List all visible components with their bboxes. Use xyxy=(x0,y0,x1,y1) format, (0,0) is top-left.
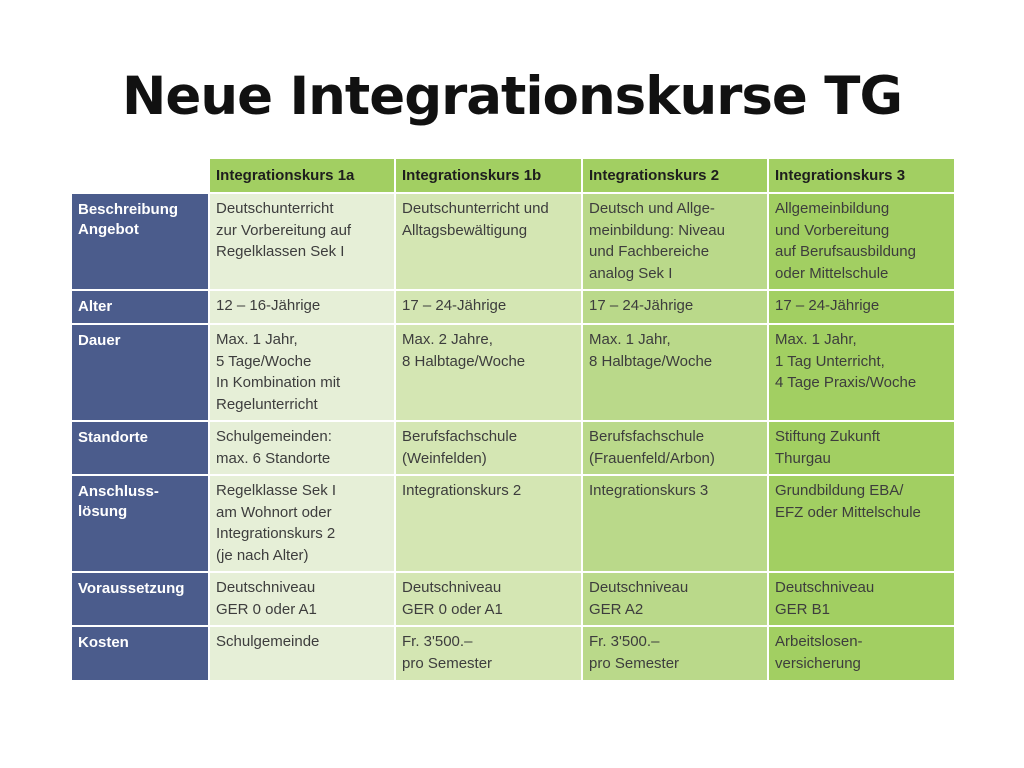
table-cell: 17 – 24-Jährige xyxy=(768,290,955,324)
row-header-dauer: Dauer xyxy=(71,324,209,421)
table-cell: Max. 1 Jahr, 5 Tage/Woche In Kombination mit Regelunterricht xyxy=(209,324,395,421)
table-cell: 17 – 24-Jährige xyxy=(582,290,768,324)
table-cell: Schulgemeinden: max. 6 Standorte xyxy=(209,421,395,475)
table-cell: Deutschniveau GER 0 oder A1 xyxy=(209,572,395,626)
table-cell: 17 – 24-Jährige xyxy=(395,290,582,324)
table-cell: Integrationskurs 3 xyxy=(582,475,768,572)
table-cell: Integrationskurs 2 xyxy=(395,475,582,572)
table-cell: Berufsfachschule (Weinfelden) xyxy=(395,421,582,475)
slide-title: Neue Integrationskurse TG xyxy=(122,66,902,127)
table-cell: Deutschniveau GER B1 xyxy=(768,572,955,626)
table-cell: Grundbildung EBA/ EFZ oder Mittelschule xyxy=(768,475,955,572)
table-cell: Allgemeinbildung und Vorbereitung auf Berufsausbildung oder Mittelschule xyxy=(768,193,955,290)
table-cell: Fr. 3'500.– pro Semester xyxy=(582,626,768,681)
table-cell: Schulgemeinde xyxy=(209,626,395,681)
row-header-anschlussloesung: Anschluss- lösung xyxy=(71,475,209,572)
table-cell: Regelklasse Sek I am Wohnort oder Integrationskurs 2 (je nach Alter) xyxy=(209,475,395,572)
table-cell: Max. 2 Jahre, 8 Halbtage/Woche xyxy=(395,324,582,421)
corner-cell xyxy=(71,158,209,193)
column-header-2: Integrationskurs 2 xyxy=(582,158,768,193)
table-cell: Berufsfachschule (Frauenfeld/Arbon) xyxy=(582,421,768,475)
header-row xyxy=(71,158,955,193)
row-header-voraussetzung: Voraussetzung xyxy=(71,572,209,626)
row-header-beschreibung: Beschreibung Angebot xyxy=(71,193,209,290)
table-cell: Arbeitslosen- versicherung xyxy=(768,626,955,681)
table-row-beschreibung xyxy=(71,193,955,290)
column-header-1a: Integrationskurs 1a xyxy=(209,158,395,193)
table-cell: Stiftung Zukunft Thurgau xyxy=(768,421,955,475)
table-cell: Max. 1 Jahr, 8 Halbtage/Woche xyxy=(582,324,768,421)
row-header-alter: Alter xyxy=(71,290,209,324)
column-header-1b: Integrationskurs 1b xyxy=(395,158,582,193)
table-row-standorte xyxy=(71,421,955,475)
table-cell: Deutschniveau GER A2 xyxy=(582,572,768,626)
table-row-alter xyxy=(71,290,955,324)
column-header-3: Integrationskurs 3 xyxy=(768,158,955,193)
course-comparison-table xyxy=(70,157,956,682)
row-header-standorte: Standorte xyxy=(71,421,209,475)
table-row-dauer xyxy=(71,324,955,421)
table-cell: Deutsch und Allge- meinbildung: Niveau und Fachbereiche analog Sek I xyxy=(582,193,768,290)
table-row-kosten xyxy=(71,626,955,681)
table-cell: Max. 1 Jahr, 1 Tag Unterricht, 4 Tage Praxis/Woche xyxy=(768,324,955,421)
table-cell: Deutschunterricht zur Vorbereitung auf Regelklassen Sek I xyxy=(209,193,395,290)
table-cell: Deutschniveau GER 0 oder A1 xyxy=(395,572,582,626)
table-cell: Fr. 3'500.– pro Semester xyxy=(395,626,582,681)
table-cell: 12 – 16-Jährige xyxy=(209,290,395,324)
table-cell: Deutschunterricht und Alltagsbewältigung xyxy=(395,193,582,290)
table-row-anschlussloesung xyxy=(71,475,955,572)
row-header-kosten: Kosten xyxy=(71,626,209,681)
table-row-voraussetzung xyxy=(71,572,955,626)
